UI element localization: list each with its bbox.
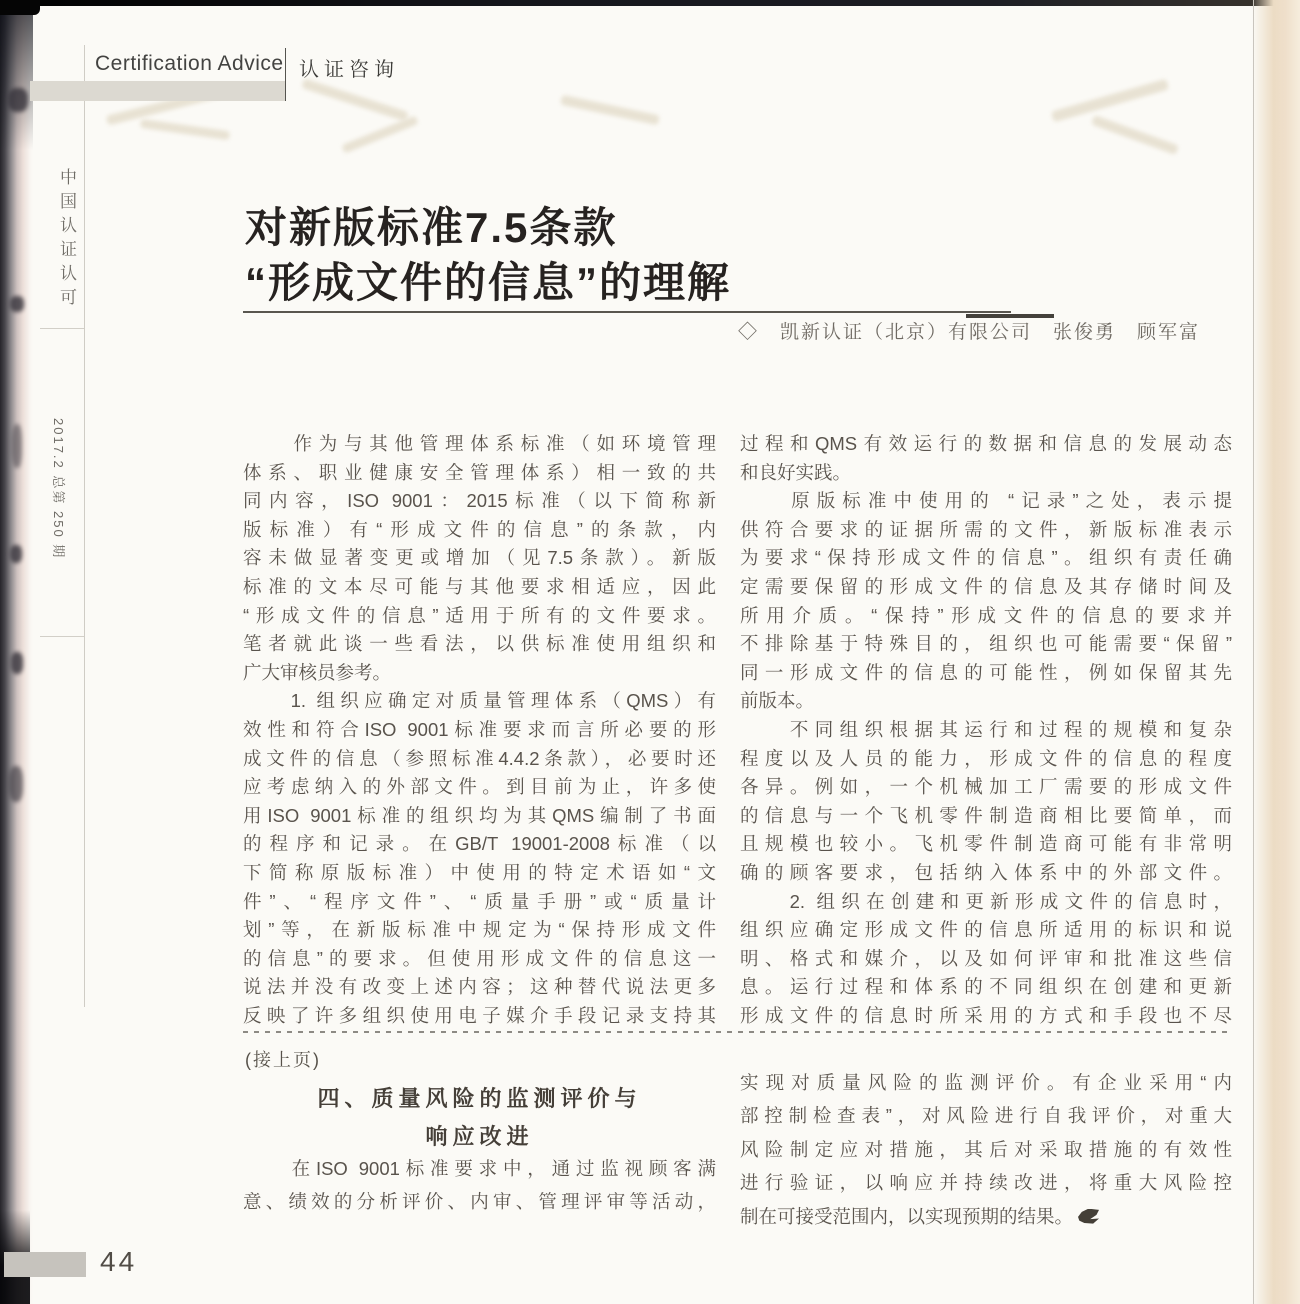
text-line: 下简称原版标准）中使用的特定术语如“文 (243, 861, 716, 883)
scan-smudge (9, 766, 23, 802)
text-line: 原版标准中使用的 “记录”之处，表示提 (740, 490, 1232, 512)
article-column-right (740, 430, 1232, 1030)
text-line: 件”、“程序文件”、“质量手册”或“质量计 (243, 890, 716, 912)
sidebar-rule (84, 45, 85, 1007)
text-line: 不同组织根据其运行和过程的规模和复杂 (740, 718, 1232, 740)
text-line: 前版本。 (740, 690, 815, 712)
text-line: 实现对质量风险的监测评价。有企业采用“内 (740, 1072, 1232, 1093)
end-of-article-icon (1078, 1209, 1099, 1224)
continued-column-right (740, 1066, 1232, 1233)
text-line: 笔者就此谈一些看法，以供标准使用组织和 (243, 633, 716, 655)
text-line: 明、格式和媒介，以及如何评审和批准这些信 (740, 947, 1232, 969)
section-title-zh: 认证咨询 (299, 59, 399, 81)
scan-smudge (10, 545, 22, 563)
scan-smudge (10, 296, 24, 312)
ghost-showthrough (341, 115, 419, 153)
ghost-showthrough (1051, 79, 1169, 123)
text-line: 程度以及人员的能力，形成文件的信息的程度 (740, 747, 1232, 769)
continued-column-left (243, 1152, 716, 1218)
text-line: 2. 组织在创建和更新形成文件的信息时， (740, 890, 1232, 912)
article-title-line2: “形成文件的信息”的理解 (245, 259, 732, 306)
text-line: 进行验证，以响应并持续改进，将重大风险控 (740, 1172, 1232, 1194)
byline: ◇ 凯新认证（北京）有限公司 张俊勇 顾军富 (737, 322, 1200, 343)
header-divider (285, 48, 286, 101)
text-line: 同内容，ISO 9001：2015标准（以下简称新 (243, 490, 716, 512)
page-edge-line (1253, 0, 1254, 1304)
text-line: 容未做显著变更或增加（见7.5条款）。新版 (243, 547, 716, 569)
dashed-separator (243, 1031, 1233, 1033)
text-line: 反映了许多组织使用电子媒介手段记录支持其 (243, 1004, 716, 1026)
text-line: 定需要保留的形成文件的信息及其存储时间及 (740, 575, 1232, 597)
text-line: 所用介质。“保持”形成文件的信息的要求并 (740, 604, 1232, 626)
article-title-line1: 对新版标准7.5条款 (245, 204, 618, 251)
continued-heading-line1: 四、质量风险的监测评价与 (317, 1086, 642, 1111)
text-line: 和良好实践。 (740, 461, 852, 483)
text-line: 意、绩效的分析评价、内审、管理评审等活动， (243, 1191, 716, 1212)
page-number: 44 (100, 1246, 138, 1277)
journal-name-vertical: 中国认证认可 (57, 168, 76, 312)
text-line: 且规模也较小。飞机零件制造商可能有非常明 (740, 833, 1232, 855)
page-number-bar (4, 1252, 86, 1277)
sidebar-divider (40, 328, 84, 329)
scan-smudge (11, 652, 23, 674)
text-line: 息。运行过程和体系的不同组织在创建和更新 (740, 976, 1232, 998)
ghost-showthrough (301, 78, 409, 122)
text-line: 用ISO 9001标准的组织均为其QMS编制了书面 (243, 804, 716, 826)
scan-smudge (12, 424, 22, 468)
text-line: 成文件的信息（参照标准4.4.2条款），必要时还 (243, 747, 716, 769)
ghost-showthrough (140, 119, 230, 140)
text-line: 体系、职业健康安全管理体系）相一致的共 (243, 461, 716, 483)
continued-note: (接上页) (245, 1050, 321, 1070)
article-column-left (243, 430, 716, 1030)
text-line: 供符合要求的证据所需的文件，新版标准表示 (740, 518, 1232, 540)
text-line: 说法并没有改变上述内容；这种替代说法更多 (243, 976, 716, 998)
text-line: 同一形成文件的信息的可能性，例如保留其先 (740, 661, 1232, 683)
text-line: 确的顾客要求，包括纳入体系中的外部文件。 (740, 861, 1232, 883)
title-underline (243, 311, 1011, 313)
text-line: 效性和符合ISO 9001标准要求而言所必要的形 (243, 718, 716, 740)
text-line: 作为与其他管理体系标准（如环境管理 (243, 433, 716, 454)
text-line: 1. 组织应确定对质量管理体系（QMS）有 (243, 690, 716, 712)
text-line: 版标准）有“形成文件的信息”的条款，内 (243, 518, 716, 540)
scan-corner-mark (0, 0, 40, 15)
text-line: 制在可接受范围内，以实现预期的结果。 (740, 1200, 1232, 1233)
ghost-showthrough (560, 95, 660, 126)
text-line: 的程序和记录。在GB/T 19001-2008标准（以 (243, 833, 716, 855)
text-line: 部控制检查表”，对风险进行自我评价，对重大 (740, 1105, 1232, 1127)
article-title (245, 200, 1105, 310)
section-title-en: Certification Advice (95, 52, 284, 75)
text-line: 为要求“保持形成文件的信息”。组织有责任确 (740, 547, 1232, 569)
text-line: “形成文件的信息”适用于所有的文件要求。 (243, 604, 716, 626)
issue-number-vertical: 2017.2 总第 250 期 (51, 418, 66, 560)
header-bar (30, 81, 285, 101)
text-line: 过程和QMS有效运行的数据和信息的发展动态 (740, 433, 1232, 454)
text-line: 划”等，在新版标准中规定为“保持形成文件 (243, 919, 716, 941)
page-edge-right (1252, 0, 1300, 1304)
text-line: 形成文件的信息时所采用的方式和手段也不尽 (740, 1004, 1232, 1026)
text-line: 广大审核员参考。 (243, 661, 392, 683)
text-line: 标准的文本尽可能与其他要求相适应，因此 (243, 575, 716, 597)
continued-heading (243, 1080, 716, 1156)
continued-heading-line2: 响应改进 (425, 1124, 534, 1149)
text-line: 风险制定应对措施，其后对采取措施的有效性 (740, 1138, 1232, 1160)
text-line: 应考虑纳入的外部文件。到目前为止，许多使 (243, 776, 716, 798)
text-line: 的信息与一个飞机零件制造商相比要简单，而 (740, 804, 1232, 826)
text-line: 组织应确定形成文件的信息所适用的标识和说 (740, 919, 1232, 941)
sidebar-divider (40, 636, 84, 637)
binding-shadow-top (0, 0, 33, 150)
text-line: 不排除基于特殊目的，组织也可能需要“保留” (740, 633, 1232, 655)
ghost-showthrough (1091, 115, 1179, 155)
text-line: 的信息”的要求。但使用形成文件的信息这一 (243, 947, 716, 969)
scan-smudge (8, 88, 28, 112)
text-line: 在ISO 9001标准要求中，通过监视顾客满 (243, 1158, 716, 1179)
scan-top-edge (0, 0, 1300, 6)
text-line: 各异。例如，一个机械加工厂需要的形成文件 (740, 776, 1232, 798)
